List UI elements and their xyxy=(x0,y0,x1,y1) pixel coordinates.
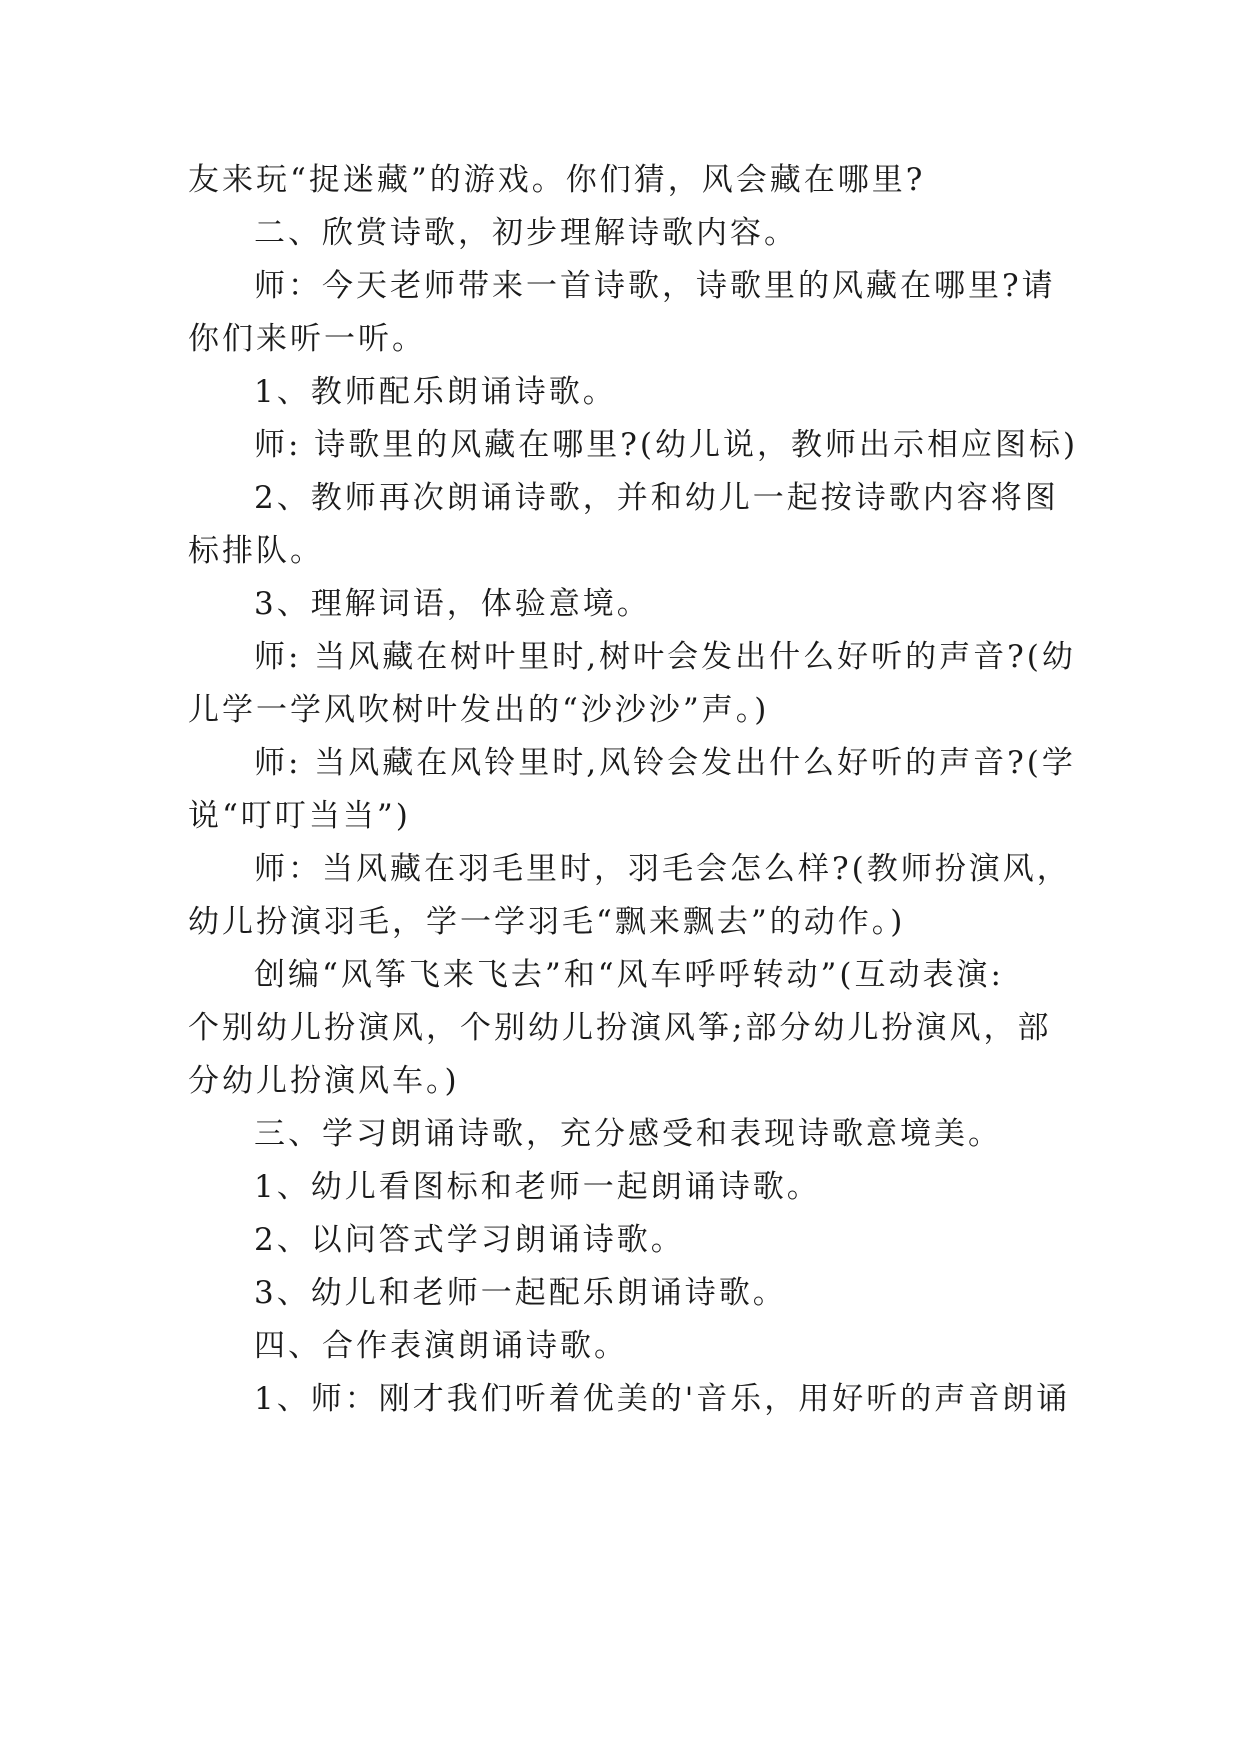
text-line: 你们来听一听。 xyxy=(188,321,426,357)
text-line: 个别幼儿扮演风，个别幼儿扮演风筝;部分幼儿扮演风，部 xyxy=(188,1010,1052,1046)
text-line: 师: 当风藏在树叶里时,树叶会发出什么好听的声音?(幼 xyxy=(254,639,1076,675)
text-line: 标排队。 xyxy=(188,533,324,569)
text-line: 友来玩“捉迷藏”的游戏。你们猜，风会藏在哪里? xyxy=(188,162,926,198)
text-line: 师: 诗歌里的风藏在哪里?(幼儿说，教师出示相应图标) xyxy=(254,427,1079,463)
text-line: 分幼儿扮演风车。) xyxy=(188,1063,460,1099)
section-heading: 二、欣赏诗歌，初步理解诗歌内容。 xyxy=(254,215,798,251)
section-heading: 四、合作表演朗诵诗歌。 xyxy=(254,1328,628,1364)
list-item: 2、教师再次朗诵诗歌，并和幼儿一起按诗歌内容将图 xyxy=(254,480,1059,516)
text-line: 说“叮叮当当”) xyxy=(188,798,411,834)
text-line: 幼儿扮演羽毛，学一学羽毛“飘来飘去”的动作。) xyxy=(188,904,906,940)
text-line: 师：今天老师带来一首诗歌，诗歌里的风藏在哪里?请 xyxy=(254,268,1056,304)
list-item: 2、以问答式学习朗诵诗歌。 xyxy=(254,1222,685,1258)
list-item: 3、理解词语，体验意境。 xyxy=(254,586,651,622)
list-item: 1、教师配乐朗诵诗歌。 xyxy=(254,374,617,410)
text-line: 师: 当风藏在风铃里时,风铃会发出什么好听的声音?(学 xyxy=(254,745,1076,781)
list-item: 1、幼儿看图标和老师一起朗诵诗歌。 xyxy=(254,1169,821,1205)
list-item: 1、师：刚才我们听着优美的'音乐，用好听的声音朗诵 xyxy=(254,1381,1071,1417)
text-line: 师：当风藏在羽毛里时，羽毛会怎么样?(教师扮演风， xyxy=(254,851,1071,887)
list-item: 3、幼儿和老师一起配乐朗诵诗歌。 xyxy=(254,1275,787,1311)
section-heading: 三、学习朗诵诗歌，充分感受和表现诗歌意境美。 xyxy=(254,1116,1002,1152)
text-line: 儿学一学风吹树叶发出的“沙沙沙”声。) xyxy=(188,692,770,728)
text-line: 创编“风筝飞来飞去”和“风车呼呼转动”(互动表演: xyxy=(254,957,1004,993)
